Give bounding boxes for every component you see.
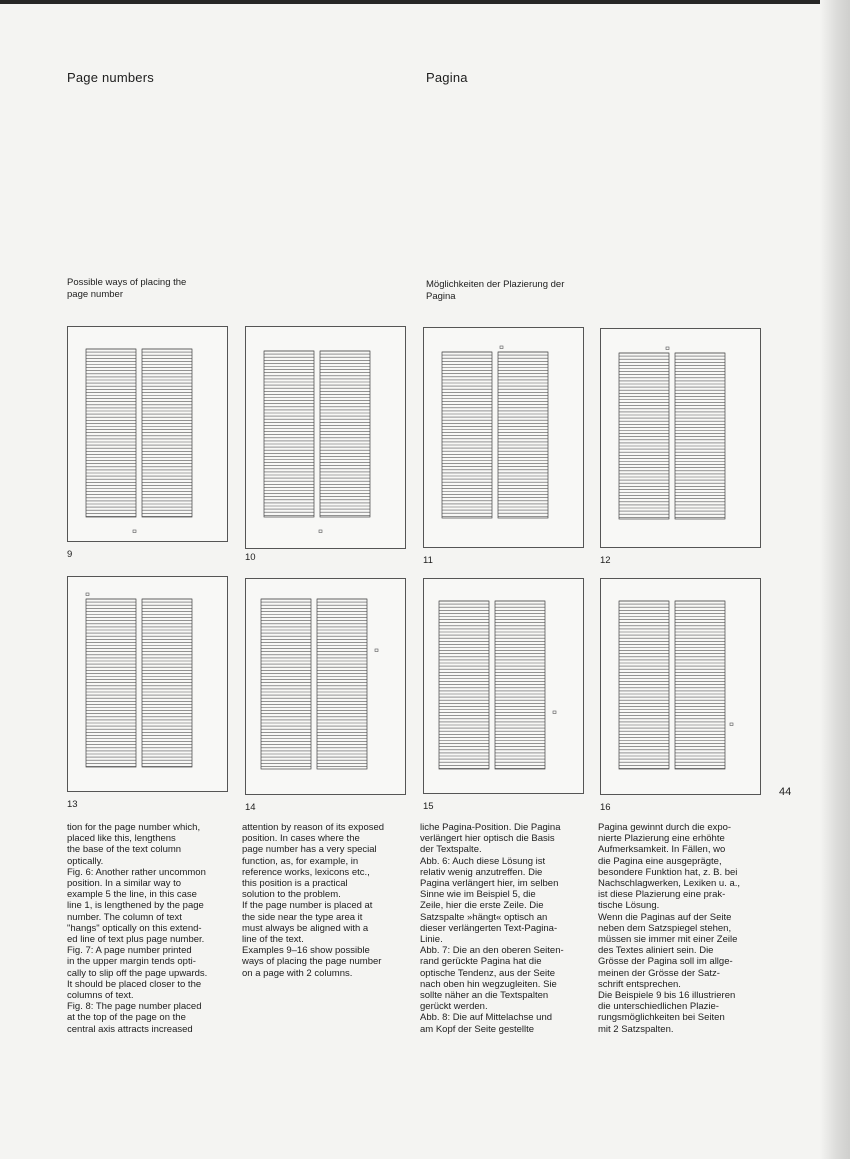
page-number-marker: [730, 723, 733, 726]
caption-english-line-1: Possible ways of placing the: [67, 277, 187, 288]
figure-14: [245, 578, 406, 795]
figure-12-number: 12: [600, 555, 611, 566]
figure-15-number: 15: [423, 801, 434, 812]
caption-german-line-1: Möglichkeiten der Plazierung der: [426, 279, 565, 290]
figure-16-number: 16: [600, 802, 611, 813]
page-layout-diagram: [424, 328, 583, 547]
page-number-marker: [319, 530, 322, 533]
caption-english-line-2: page number: [67, 288, 123, 300]
text-column: [675, 601, 725, 769]
text-column: [619, 353, 669, 519]
figure-13: [67, 576, 228, 792]
text-column: [495, 601, 545, 769]
page-layout-diagram: [246, 579, 405, 794]
page-number-marker: [500, 346, 503, 349]
text-column: [264, 351, 314, 517]
figure-11: [423, 327, 584, 548]
figure-16: [600, 578, 761, 795]
figure-9-number: 9: [67, 549, 73, 560]
caption-english: [67, 277, 186, 300]
figure-12: [600, 328, 761, 548]
body-column-4: Pagina gewinnt durch die expo- nierte Plazierung eine erhöhte Aufmerksamkeit. In Fällen, wo die Pagina eine ausgeprägte, besondere Funktion hat, z. B. bei Nachschlagwerken, Lexiken u. a., ist diese Plazierung eine prak- tische Lösung. Wenn die Paginas auf der Seite neben dem Satzspiegel stehen, müssen sie immer mit einer Zeile des Textes aliniert sein. Die Grösse der Pagina soll im allge- meinen der Grösse der Satz- schrift entsprechen. Die Beispiele 9 bis 16 illustrieren die unterschiedlichen Plazie- rungsmöglichkeiten bei Seiten mit 2 Satzspalten.: [598, 822, 741, 1035]
page-number-marker: [553, 711, 556, 714]
page-layout-diagram: [424, 579, 583, 793]
figure-11-number: 11: [423, 555, 433, 566]
caption-german: [426, 279, 564, 302]
text-column: [320, 351, 370, 517]
figure-13-number: 13: [67, 799, 78, 810]
page-number-marker: [133, 530, 136, 533]
body-column-3: liche Pagina-Position. Die Pagina verlängert hier optisch die Basis der Textspalte. Abb. 6: Auch diese Lösung ist relativ wenig anzutreffen. Die Pagina verlängert hier, im selben Sinne wie im Beispiel 5, die Zeile, hier die erste Zeile. Die Satzspalte »hängt« optisch an dieser verlängerten Text-Pagina- Linie. Abb. 7: Die an den oberen Seiten- rand gerückte Pagina hat die optische Tendenz, aus der Seite nach oben hin wegzugleiten. Sie sollte näher an die Textspalten gerückt werden. Abb. 8: Die auf Mittelachse und am Kopf der Seite gestellte: [420, 822, 564, 1035]
heading-english: Page numbers: [67, 70, 154, 85]
figure-9: [67, 326, 228, 542]
figure-14-number: 14: [245, 802, 256, 813]
page-layout-diagram: [68, 577, 227, 791]
scan-top-border: [0, 0, 850, 4]
text-column: [619, 601, 669, 769]
figure-15: [423, 578, 584, 794]
page-layout-diagram: [601, 329, 760, 547]
figure-10-number: 10: [245, 552, 256, 563]
text-column: [86, 349, 136, 517]
text-column: [498, 352, 548, 518]
page-number-marker: [375, 649, 378, 652]
page-number-marker: [666, 347, 669, 350]
text-column: [442, 352, 492, 518]
text-column: [675, 353, 725, 519]
page-number: 44: [779, 786, 792, 798]
page-number-marker: [86, 593, 89, 596]
text-column: [261, 599, 311, 769]
body-column-1: tion for the page number which, placed like this, lengthens the base of the text column optically. Fig. 6: Another rather uncommon position. In a similar way to example 5 the line, in this case line 1, is lengthened by the page number. The column of text "hangs" optically on this extend- ed line of text plus page number. Fig. 7: A page number printed in the upper margin tends opti- cally to slip off the page upwards. It should be placed closer to the columns of text. Fig. 8: The page number placed at the top of the page on the central axis attracts increased: [67, 822, 208, 1035]
page-layout-diagram: [68, 327, 227, 541]
text-column: [142, 349, 192, 517]
column-frame: [317, 599, 367, 769]
text-column: [317, 599, 367, 769]
column-frame: [261, 599, 311, 769]
caption-german-line-2: Pagina: [426, 290, 456, 302]
text-column: [142, 599, 192, 767]
text-column: [439, 601, 489, 769]
page-layout-diagram: [601, 579, 760, 794]
page-layout-diagram: [246, 327, 405, 548]
page-edge-shadow: [820, 0, 850, 1159]
figure-10: [245, 326, 406, 549]
heading-german: Pagina: [426, 70, 468, 85]
text-column: [86, 599, 136, 767]
body-column-2: attention by reason of its exposed position. In cases where the page number has a very special function, as, for example, in reference works, lexicons etc., this position is a practical solution to the problem. If the page number is placed at the side near the type area it must always be aligned with a line of the text. Examples 9–16 show possible ways of placing the page number on a page with 2 columns.: [242, 822, 385, 979]
